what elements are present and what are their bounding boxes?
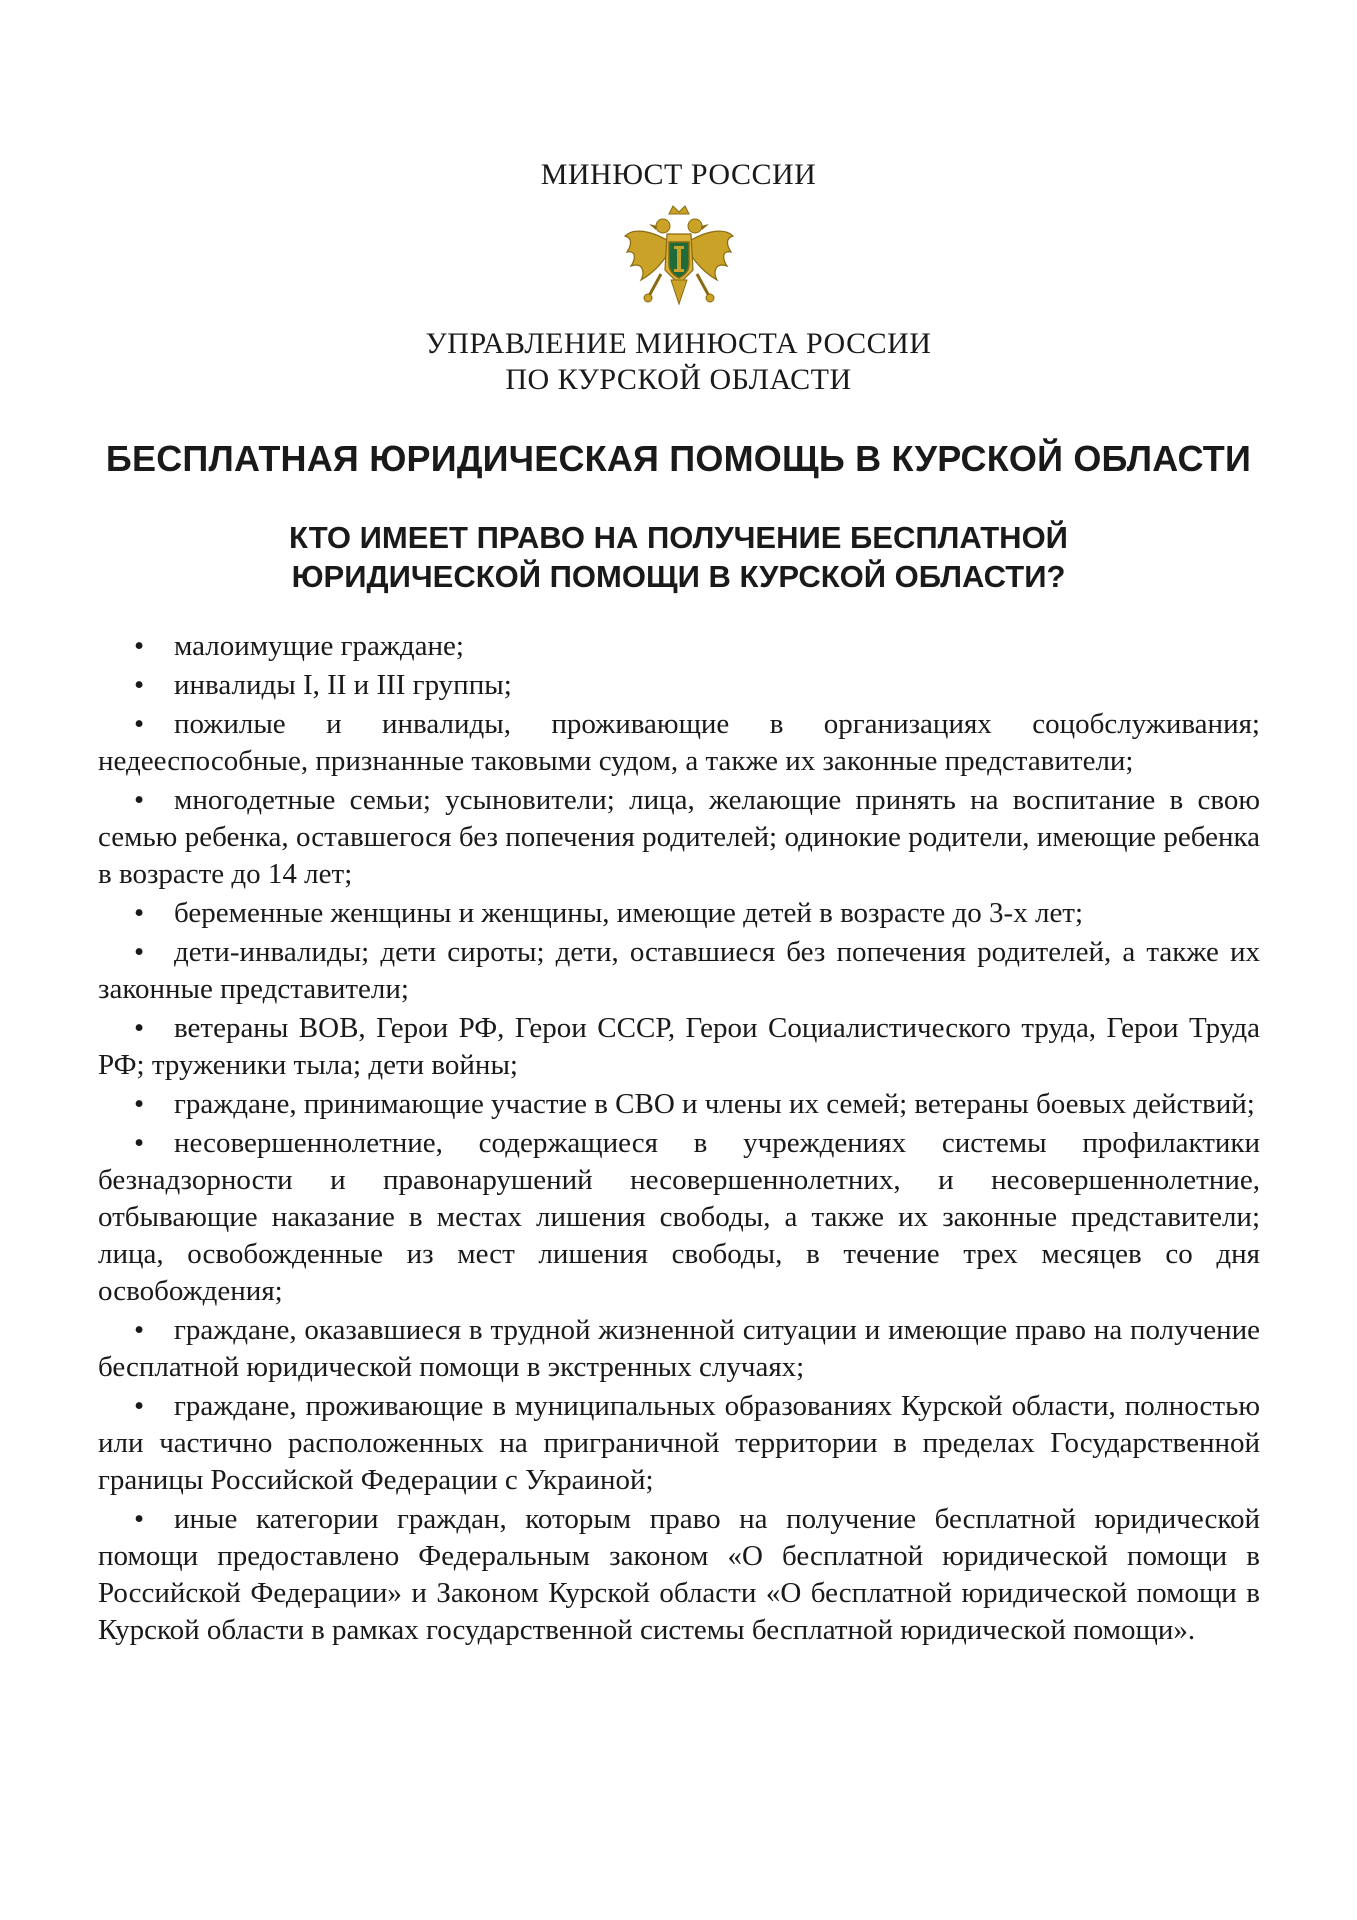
list-item-text: многодетные семьи; усыновители; лица, желающие принять на воспитание в свою семью ребенка, оставшегося без попечения родителей; одинокие родители, имеющие ребенка в возрасте до 14 лет; xyxy=(98,784,1260,890)
ministry-name: МИНЮСТ РОССИИ xyxy=(540,158,817,191)
bullet-icon: • xyxy=(134,630,145,662)
list-item-text: инвалиды I, II и III группы; xyxy=(174,669,512,701)
list-item-text: граждане, принимающие участие в СВО и члены их семей; ветераны боевых действий; xyxy=(174,1088,1255,1120)
bullet-icon: • xyxy=(134,1088,145,1120)
list-item xyxy=(98,1388,1260,1499)
page-title: БЕСПЛАТНАЯ ЮРИДИЧЕСКАЯ ПОМОЩЬ В КУРСКОЙ ОБЛАСТИ xyxy=(105,438,1252,479)
list-item xyxy=(98,782,1260,893)
list-item xyxy=(98,895,1260,932)
eligibility-list xyxy=(98,628,1260,1651)
bullet-icon: • xyxy=(134,708,145,740)
list-item-text: пожилые и инвалиды, проживающие в организациях соцобслуживания; недееспособные, признанные таковыми судом, а также их законные представители; xyxy=(98,708,1260,777)
list-item xyxy=(98,1125,1260,1310)
list-item-text: граждане, проживающие в муниципальных образованиях Курской области, полностью или частично расположенных на приграничной территории в пределах Государственной границы Российской Федерации с Украиной; xyxy=(98,1390,1260,1496)
list-item-text: беременные женщины и женщины, имеющие детей в возрасте до 3-х лет; xyxy=(174,897,1084,929)
bullet-icon: • xyxy=(134,669,145,701)
bullet-icon: • xyxy=(134,897,145,929)
list-item-text: иные категории граждан, которым право на получение бесплатной юридической помощи предоставлено Федеральным законом «О бесплатной юридической помощи в Российской Федерации» и Законом Курской области «О бесплатной юридической помощи в Курской области в рамках государственной системы бесплатной юридической помощи». xyxy=(98,1503,1260,1646)
bullet-icon: • xyxy=(134,1390,145,1422)
bullet-icon: • xyxy=(134,936,145,968)
bullet-icon: • xyxy=(134,1503,145,1535)
list-item-text: малоимущие граждане; xyxy=(174,630,464,662)
list-item xyxy=(98,1086,1260,1123)
list-item xyxy=(98,1010,1260,1084)
section-heading-line-1: КТО ИМЕЕТ ПРАВО НА ПОЛУЧЕНИЕ БЕСПЛАТНОЙ xyxy=(289,520,1068,555)
department-name xyxy=(0,326,1357,398)
list-item xyxy=(98,628,1260,665)
list-item-text: несовершеннолетние, содержащиеся в учреждениях системы профилактики безнадзорности и правонарушений несовершеннолетних, и несовершеннолетние, отбывающие наказание в местах лишения свободы, а также их законные представители; лица, освобожденные из мест лишения свободы, в течение трех месяцев со дня освобождения; xyxy=(98,1127,1260,1307)
bullet-icon: • xyxy=(134,1012,145,1044)
bullet-icon: • xyxy=(134,1314,145,1346)
list-item xyxy=(98,667,1260,704)
bullet-icon: • xyxy=(134,784,145,816)
section-heading-line-2: ЮРИДИЧЕСКОЙ ПОМОЩИ В КУРСКОЙ ОБЛАСТИ? xyxy=(291,559,1066,594)
list-item-text: граждане, оказавшиеся в трудной жизненной ситуации и имеющие право на получение бесплатной юридической помощи в экстренных случаях; xyxy=(98,1314,1260,1383)
department-line-1: УПРАВЛЕНИЕ МИНЮСТА РОССИИ xyxy=(425,327,932,360)
section-heading xyxy=(0,518,1357,596)
double-headed-eagle-emblem-icon xyxy=(619,200,739,320)
list-item xyxy=(98,1312,1260,1386)
bullet-icon: • xyxy=(134,1127,145,1159)
list-item xyxy=(98,706,1260,780)
department-line-2: ПО КУРСКОЙ ОБЛАСТИ xyxy=(505,363,852,396)
list-item xyxy=(98,1501,1260,1649)
list-item xyxy=(98,934,1260,1008)
list-item-text: дети-инвалиды; дети сироты; дети, оставшиеся без попечения родителей, а также их законные представители; xyxy=(98,936,1260,1005)
list-item-text: ветераны ВОВ, Герои РФ, Герои СССР, Герои Социалистического труда, Герои Труда РФ; труженики тыла; дети войны; xyxy=(98,1012,1260,1081)
